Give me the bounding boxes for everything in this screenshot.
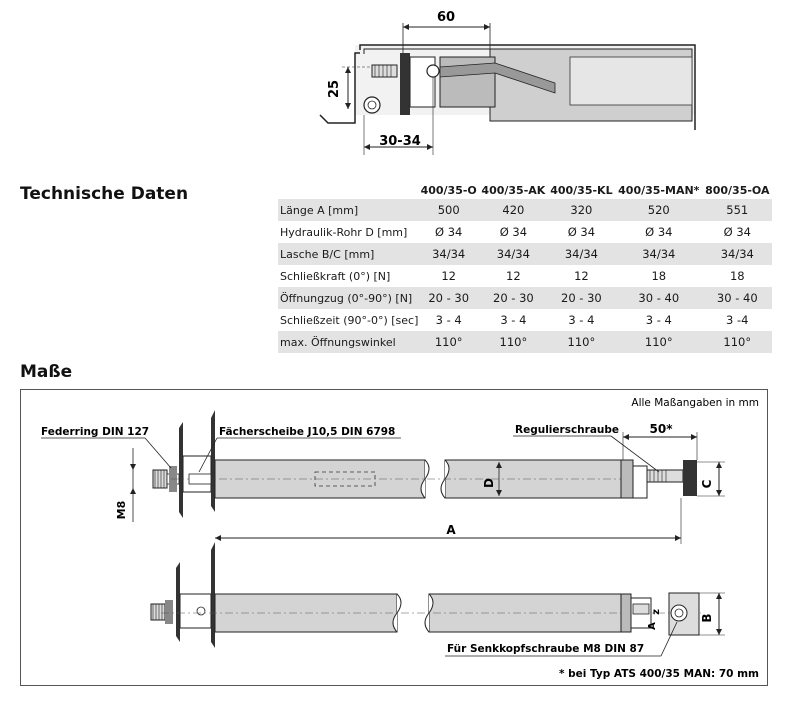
table-cell: 34/34 [548,243,615,265]
dim-60-label: 60 [436,10,456,25]
table-cell: 34/34 [479,243,548,265]
table-cell: 110° [418,331,479,353]
table-row [278,309,772,331]
column-header: 400/35-KL [550,183,613,197]
table-cell: 3 - 4 [568,313,595,327]
table-cell: 30 - 40 [703,287,772,309]
table-cell: Ø 34 [567,225,596,239]
dim-a-label: A [446,523,456,537]
table-cell: 110° [703,331,772,353]
table-row [278,243,772,265]
table-cell: 18 [651,269,667,283]
table-row [278,287,772,309]
technical-data-table [278,181,772,353]
table-row [278,221,772,243]
top-cross-section-drawing [300,5,720,165]
table-cell: Ø 34 [499,225,528,239]
table-cell: 20 - 30 [479,287,548,309]
row-label: Länge A [mm] [278,199,418,221]
table-cell: 500 [418,199,479,221]
column-header: 800/35-OA [705,183,770,197]
table-cell: 420 [479,199,548,221]
federring-label: Federring DIN 127 [41,426,150,438]
dim-50-label: 50* [649,422,673,436]
senkkopf-label: Für Senkkopfschraube M8 DIN 87 [447,643,645,655]
dim-25-label: 25 [327,79,342,99]
table-cell: 3 - 4 [435,313,462,327]
dim-m8-label: M8 [115,500,128,520]
table-cell: Ø 34 [645,225,673,239]
units-note: Alle Maßangaben in mm [631,397,759,409]
table-row [278,331,772,353]
dimensions-drawing-frame [20,389,768,686]
table-cell: 20 - 30 [418,287,479,309]
table-cell: 110° [615,331,703,353]
table-cell: 110° [479,331,548,353]
table-cell: 3 - 4 [500,313,527,327]
row-label: Schließkraft (0°) [N] [280,269,391,283]
table-cell: 320 [548,199,615,221]
table-cell: 34/34 [703,243,772,265]
table-cell: 12 [441,269,456,283]
faecherscheibe-label: Fächerscheibe J10,5 DIN 6798 [219,426,396,438]
row-label: Lasche B/C [mm] [278,243,418,265]
table-cell: Ø 34 [435,225,463,239]
regulierschraube-label: Regulierschraube [515,424,620,436]
row-label: Schließzeit (90°-0°) [sec] [280,313,419,327]
table-cell: 551 [703,199,772,221]
dim-z-label: z [651,609,662,615]
dim-b-label: B [700,613,714,623]
dim-c-label: C [700,479,714,489]
table-row [278,265,772,287]
dimensions-drawing [21,390,769,687]
table-cell: Ø 34 [723,225,751,239]
table-cell: 18 [729,269,745,283]
dim-a-small-label: A [647,622,658,630]
dim-30-34-label: 30-34 [379,134,421,149]
table-cell: 30 - 40 [615,287,703,309]
table-cell: 520 [615,199,703,221]
header-blank [278,181,418,199]
table-header-row [278,181,772,199]
dim-d-label: D [482,478,496,488]
table-cell: 20 - 30 [548,287,615,309]
table-cell: 12 [506,269,521,283]
table-row [278,199,772,221]
table-cell: 34/34 [418,243,479,265]
row-label: Öffnungzug (0°-90°) [N] [278,287,418,309]
table-cell: 3 -4 [726,313,749,327]
table-cell: 110° [548,331,615,353]
table-cell: 3 - 4 [645,313,672,327]
footnote: * bei Typ ATS 400/35 MAN: 70 mm [558,668,759,680]
table-cell: 12 [574,269,589,283]
table-cell: 34/34 [615,243,703,265]
technical-data-heading: Technische Daten [20,184,189,204]
row-label: max. Öffnungswinkel [278,331,418,353]
column-header: 400/35-O [420,183,477,197]
column-header: 400/35-MAN* [618,183,700,197]
column-header: 400/35-AK [481,183,546,197]
dimensions-heading: Maße [20,362,73,382]
row-label: Hydraulik-Rohr D [mm] [280,225,408,239]
